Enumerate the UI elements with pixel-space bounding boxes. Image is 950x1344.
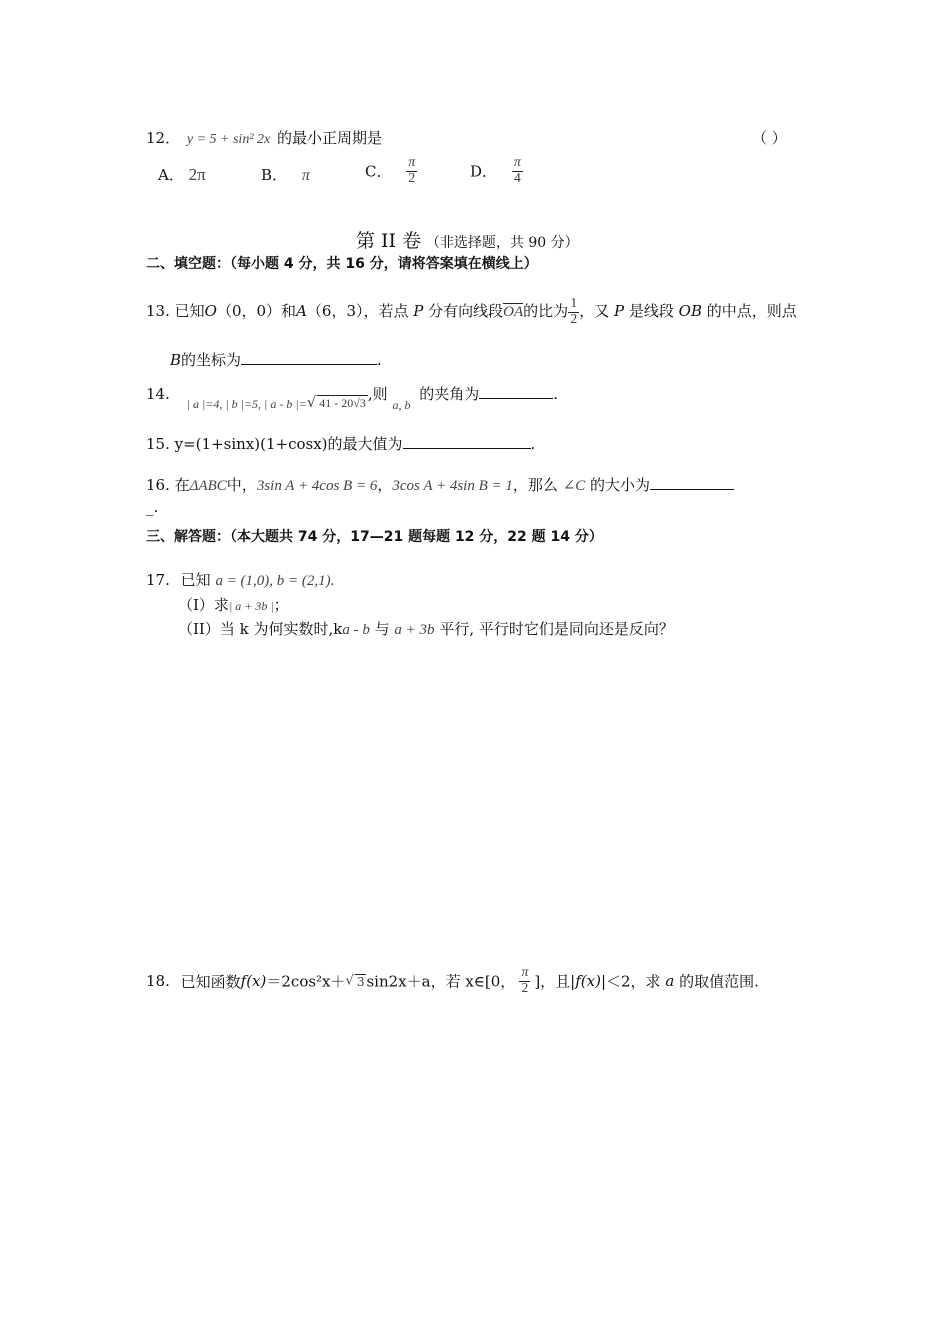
q13-ratio-fraction: $\frac{1}{2}$: [570, 295, 578, 327]
section3-heading: 三、解答题：（本大题共 74 分，17—21 题每题 12 分，22 题 14 分）: [146, 529, 603, 545]
section2-heading: 二、填空题：（每小题 4 分，共 16 分，请将答案填在横线上）: [146, 256, 538, 272]
q16-answer-blank[interactable]: [650, 475, 734, 490]
q12-expression: y = 5 + sin² 2x: [186, 132, 271, 147]
q13-line1: 13. 已知O（0，0）和A（6，3），若点 P 分有向线段OA的比为 $\frac{1}{2}$ ，又 P 是线段 OB 的中点，则点: [146, 295, 797, 327]
q14-vectors: a, b: [392, 398, 411, 412]
q14-answer-blank[interactable]: [479, 384, 553, 399]
q13-segment-oa: OA: [503, 304, 524, 320]
q18-sqrt-value: 3: [356, 974, 365, 989]
q17-part1: （I）求| a + 3b |；: [178, 596, 289, 614]
q16-equation2: 3cos A + 4sin B = 1: [392, 478, 513, 494]
q16-line1: 16. 在ΔABC中，3sin A + 4cos B = 6，3cos A + 4sin B = 1，那么 ∠C 的大小为: [146, 474, 734, 495]
q16-triangle: ΔABC: [189, 478, 227, 494]
q12-number: 12．: [146, 129, 181, 147]
q17-part2-expression2: a + 3b: [394, 622, 435, 638]
q12-option-c: C． $\frac{\pi}{2}$: [365, 155, 416, 186]
q12-option-a-value: 2π: [188, 165, 206, 184]
q14-line: 14. $_{| a |=4, | b |=5, | a - b |=}$√ 41 - 20√3 ,则 $_{a, b}$ 的夹角为 .: [146, 385, 559, 412]
q17-vectors: a = (1,0), b = (2,1).: [215, 573, 335, 589]
q18-line: 18. 已知函数f(x)＝2cos²x＋√ 3 sin2x＋a，若 x∈[0， $\frac{\pi}{2}$ ]，且|f(x)|＜2，求 a 的取值范围.: [146, 965, 759, 996]
q13-line2: B的坐标为 .: [170, 351, 382, 369]
section2-title: 第 II 卷: [356, 230, 422, 252]
q15-answer-blank[interactable]: [403, 434, 531, 449]
q12-answer-bracket: （ ）: [752, 129, 787, 147]
q12-option-d-fraction: $\frac{\pi}{4}$: [513, 155, 521, 186]
q18-fraction: $\frac{\pi}{2}$: [521, 965, 529, 996]
q17-part1-expression: | a + 3b |: [228, 599, 274, 613]
q12-line: [146, 127, 382, 148]
q13-answer-blank[interactable]: [241, 350, 377, 365]
q12-option-a: A． 2π: [158, 165, 206, 184]
q17-line1: 17. 已知 a = (1,0), b = (2,1).: [146, 571, 335, 589]
section2-title-line: [356, 226, 579, 253]
q12-option-b-value: π: [301, 167, 310, 184]
q14-sqrt-sign: √: [306, 393, 317, 411]
q17-part2-expression1: a - b: [342, 622, 370, 638]
q12-option-b: B． π: [261, 166, 310, 184]
q12-option-d: D． $\frac{\pi}{4}$: [470, 155, 521, 186]
section2-subtitle: （非选择题，共 90 分）: [425, 235, 579, 251]
q16-line2: _.: [146, 498, 159, 516]
q12-text: 的最小正周期是: [277, 129, 383, 147]
q16-angle: ∠C: [562, 478, 586, 494]
q18-sqrt-sign: √: [345, 973, 354, 989]
q14-condition: | a |=4, | b |=5, | a - b |=: [186, 397, 307, 411]
q16-equation1: 3sin A + 4cos B = 6: [256, 478, 378, 494]
q14-sqrt-value: 41 - 20√3: [319, 396, 366, 410]
q15-line: 15. y=(1+sinx)(1+cosx)的最大值为 .: [146, 435, 536, 453]
q17-part2: （II）当 k 为何实数时,ka - b 与 a + 3b 平行, 平行时它们是同向还是反向？: [178, 620, 674, 638]
q12-option-c-fraction: $\frac{\pi}{2}$: [408, 155, 416, 186]
